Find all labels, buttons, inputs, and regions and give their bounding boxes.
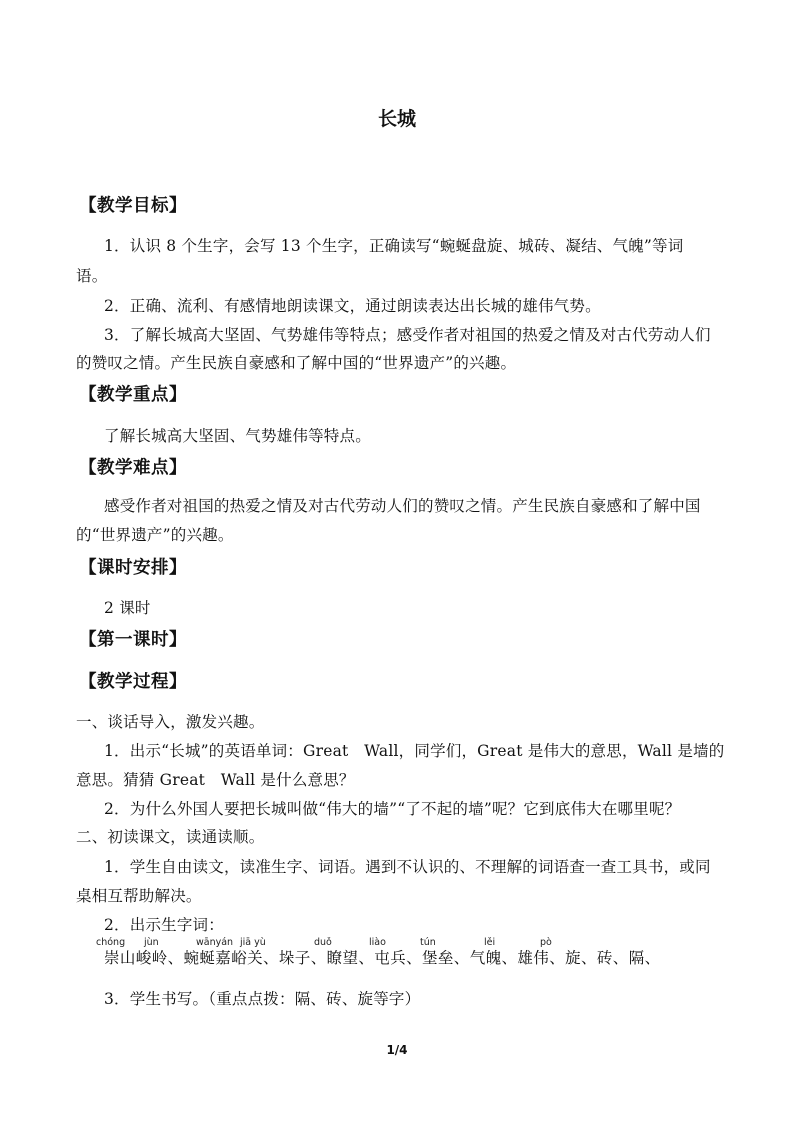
goal-line-1-cont: 语。: [76, 267, 108, 285]
page-title: 长城: [377, 108, 416, 130]
step2-item-3: 3．学生书写。（重点点拨：隔、砖、旋等字）: [104, 990, 421, 1008]
pinyin-annotation: jùn: [144, 937, 159, 948]
step2-title: 二、初读课文，读通读顺。: [76, 828, 265, 846]
pinyin-annotation: tún: [420, 937, 436, 948]
difficulty-line-2: 的“世界遗产”的兴趣。: [76, 526, 234, 544]
vocabulary-line: 崇山峻岭、蜿蜒嘉峪关、垛子、瞭望、屯兵、堡垒、气魄、雄伟、旋、砖、隔、: [104, 949, 661, 967]
goal-line-3: 3．了解长城高大坚固、气势雄伟等特点；感受作者对祖国的热爱之情及对古代劳动人们: [104, 326, 711, 344]
step1-title: 一、谈话导入，激发兴趣。: [76, 713, 265, 731]
step2-item-1-cont: 桌相互帮助解决。: [76, 887, 202, 905]
step2-item-1: 1．学生自由读文，读准生字、词语。遇到不认识的、不理解的词语查一查工具书，或同: [104, 858, 711, 876]
goal-line-1: 1．认识 8 个生字，会写 13 个生字，正确读写“蜿蜒盘旋、城砖、凝结、气魄”等词: [104, 237, 684, 255]
process-heading: 【教学过程】: [79, 672, 187, 692]
page-number: 1/4: [386, 1043, 408, 1057]
pinyin-annotation: lěi: [484, 937, 496, 948]
goal-line-2: 2．正确、流利、有感情地朗读课文，通过朗读表达出长城的雄伟气势。: [104, 297, 601, 315]
pinyin-annotation: chóng: [96, 937, 126, 948]
pinyin-annotation: duǒ: [314, 937, 332, 948]
step1-item-1: 1．出示“长城”的英语单词：Great Wall，同学们，Great 是伟大的意思，Wall 是墙的: [104, 742, 725, 760]
pinyin-annotation: jiā yù: [240, 937, 266, 948]
pinyin-annotation: wānyán: [196, 937, 234, 948]
difficulty-heading: 【教学难点】: [79, 458, 187, 478]
schedule-heading: 【课时安排】: [79, 558, 187, 578]
lesson-heading: 【第一课时】: [79, 630, 187, 650]
pinyin-annotation: liào: [369, 937, 386, 948]
step1-item-2: 2．为什么外国人要把长城叫做“伟大的墙”“了不起的墙”呢？它到底伟大在哪里呢？: [104, 800, 681, 818]
difficulty-line-1: 感受作者对祖国的热爱之情及对古代劳动人们的赞叹之情。产生民族自豪感和了解中国: [104, 497, 701, 515]
goal-line-3-cont: 的赞叹之情。产生民族自豪感和了解中国的“世界遗产”的兴趣。: [76, 354, 517, 372]
goals-heading: 【教学目标】: [79, 196, 187, 216]
key-points-heading: 【教学重点】: [79, 385, 187, 405]
step1-item-1-cont: 意思。猜猜 Great Wall 是什么意思？: [76, 771, 355, 789]
step2-item-2: 2．出示生字词：: [104, 916, 224, 934]
key-points-text: 了解长城高大坚固、气势雄伟等特点。: [104, 427, 371, 445]
pinyin-annotation: pò: [540, 937, 552, 948]
schedule-text: 2 课时: [104, 599, 151, 617]
